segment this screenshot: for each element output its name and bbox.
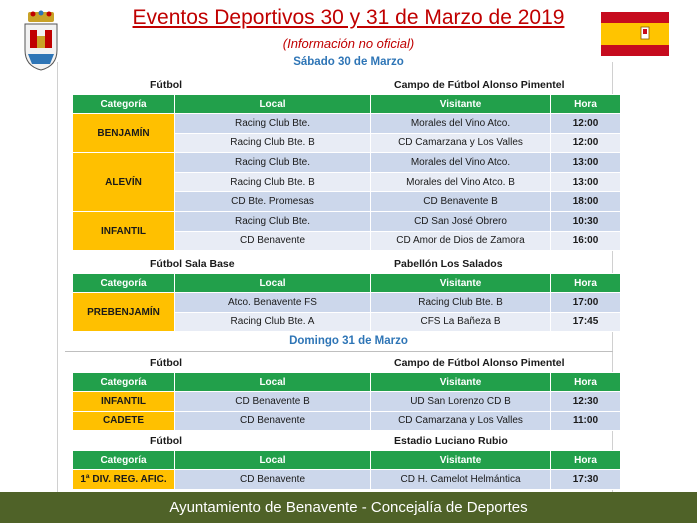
column-header-time: Hora bbox=[551, 451, 621, 470]
sport-label: Fútbol Sala Base bbox=[150, 258, 235, 270]
column-header-time: Hora bbox=[551, 95, 621, 114]
column-header-local: Local bbox=[175, 451, 371, 470]
time-cell: 12:00 bbox=[551, 114, 621, 134]
table-header-row bbox=[73, 373, 621, 392]
local-team-cell: CD Benavente B bbox=[175, 392, 371, 412]
divider bbox=[57, 62, 58, 492]
sport-label: Fútbol bbox=[150, 435, 183, 447]
local-team-cell: CD Bte. Promesas bbox=[175, 192, 371, 212]
time-cell: 16:00 bbox=[551, 231, 621, 251]
table-row bbox=[73, 211, 621, 231]
venue-label: Campo de Fútbol Alonso Pimentel bbox=[394, 357, 565, 369]
visitor-team-cell: Racing Club Bte. B bbox=[371, 293, 551, 313]
time-cell: 17:45 bbox=[551, 312, 621, 332]
divider bbox=[65, 351, 613, 352]
time-cell: 11:00 bbox=[551, 411, 621, 431]
local-team-cell: Racing Club Bte. bbox=[175, 211, 371, 231]
category-cell: INFANTIL bbox=[73, 211, 175, 250]
table-header-row bbox=[73, 451, 621, 470]
local-team-cell: Racing Club Bte. bbox=[175, 114, 371, 134]
column-header-local: Local bbox=[175, 373, 371, 392]
visitor-team-cell: CFS La Bañeza B bbox=[371, 312, 551, 332]
local-team-cell: CD Benavente bbox=[175, 470, 371, 490]
time-cell: 17:30 bbox=[551, 470, 621, 490]
category-cell: INFANTIL bbox=[73, 392, 175, 412]
table-row bbox=[73, 470, 621, 490]
time-cell: 13:00 bbox=[551, 153, 621, 173]
local-team-cell: Racing Club Bte. A bbox=[175, 312, 371, 332]
visitor-team-cell: CD Amor de Dios de Zamora bbox=[371, 231, 551, 251]
time-cell: 12:30 bbox=[551, 392, 621, 412]
visitor-team-cell: CD Camarzana y Los Valles bbox=[371, 133, 551, 153]
category-cell: CADETE bbox=[73, 411, 175, 431]
time-cell: 18:00 bbox=[551, 192, 621, 212]
column-header-time: Hora bbox=[551, 274, 621, 293]
schedule-table bbox=[72, 273, 621, 332]
schedule-table bbox=[72, 372, 621, 431]
column-header-category: Categoría bbox=[73, 95, 175, 114]
table-row bbox=[73, 411, 621, 431]
time-cell: 17:00 bbox=[551, 293, 621, 313]
visitor-team-cell: Morales del Vino Atco. bbox=[371, 114, 551, 134]
visitor-team-cell: CD San José Obrero bbox=[371, 211, 551, 231]
column-header-time: Hora bbox=[551, 373, 621, 392]
visitor-team-cell: Morales del Vino Atco. B bbox=[371, 172, 551, 192]
column-header-local: Local bbox=[175, 274, 371, 293]
category-cell: PREBENJAMÍN bbox=[73, 293, 175, 332]
visitor-team-cell: Morales del Vino Atco. bbox=[371, 153, 551, 173]
local-team-cell: Racing Club Bte. B bbox=[175, 133, 371, 153]
table-row bbox=[73, 293, 621, 313]
column-header-visitor: Visitante bbox=[371, 95, 551, 114]
table-header-row bbox=[73, 95, 621, 114]
local-team-cell: Racing Club Bte. B bbox=[175, 172, 371, 192]
venue-label: Pabellón Los Salados bbox=[394, 258, 503, 270]
column-header-visitor: Visitante bbox=[371, 451, 551, 470]
local-team-cell: Atco. Benavente FS bbox=[175, 293, 371, 313]
category-cell: BENJAMÍN bbox=[73, 114, 175, 153]
sport-label: Fútbol bbox=[150, 357, 183, 369]
column-header-visitor: Visitante bbox=[371, 373, 551, 392]
time-cell: 10:30 bbox=[551, 211, 621, 231]
table-row bbox=[73, 392, 621, 412]
schedule-table bbox=[72, 94, 621, 251]
table-header-row bbox=[73, 274, 621, 293]
sport-label: Fútbol bbox=[150, 79, 183, 91]
venue-label: Campo de Fútbol Alonso Pimentel bbox=[394, 79, 565, 91]
local-team-cell: CD Benavente bbox=[175, 231, 371, 251]
visitor-team-cell: CD H. Camelot Helmántica bbox=[371, 470, 551, 490]
page-title: Eventos Deportivos 30 y 31 de Marzo de 2019 bbox=[132, 6, 565, 29]
local-team-cell: Racing Club Bte. bbox=[175, 153, 371, 173]
day-label: Domingo 31 de Marzo bbox=[289, 335, 408, 347]
footer: Ayuntamiento de Benavente - Concejalía de Deportes bbox=[0, 492, 697, 523]
venue-label: Estadio Luciano Rubio bbox=[394, 435, 508, 447]
category-cell: 1ª DIV. REG. AFIC. bbox=[73, 470, 175, 490]
time-cell: 13:00 bbox=[551, 172, 621, 192]
visitor-team-cell: UD San Lorenzo CD B bbox=[371, 392, 551, 412]
table-row bbox=[73, 153, 621, 173]
page-subtitle: (Información no oficial) bbox=[282, 36, 415, 51]
column-header-category: Categoría bbox=[73, 451, 175, 470]
day-label: Sábado 30 de Marzo bbox=[293, 56, 404, 68]
time-cell: 12:00 bbox=[551, 133, 621, 153]
local-team-cell: CD Benavente bbox=[175, 411, 371, 431]
column-header-category: Categoría bbox=[73, 274, 175, 293]
visitor-team-cell: CD Camarzana y Los Valles bbox=[371, 411, 551, 431]
column-header-local: Local bbox=[175, 95, 371, 114]
visitor-team-cell: CD Benavente B bbox=[371, 192, 551, 212]
category-cell: ALEVÍN bbox=[73, 153, 175, 212]
schedule-table bbox=[72, 450, 621, 490]
column-header-visitor: Visitante bbox=[371, 274, 551, 293]
table-row bbox=[73, 114, 621, 134]
column-header-category: Categoría bbox=[73, 373, 175, 392]
